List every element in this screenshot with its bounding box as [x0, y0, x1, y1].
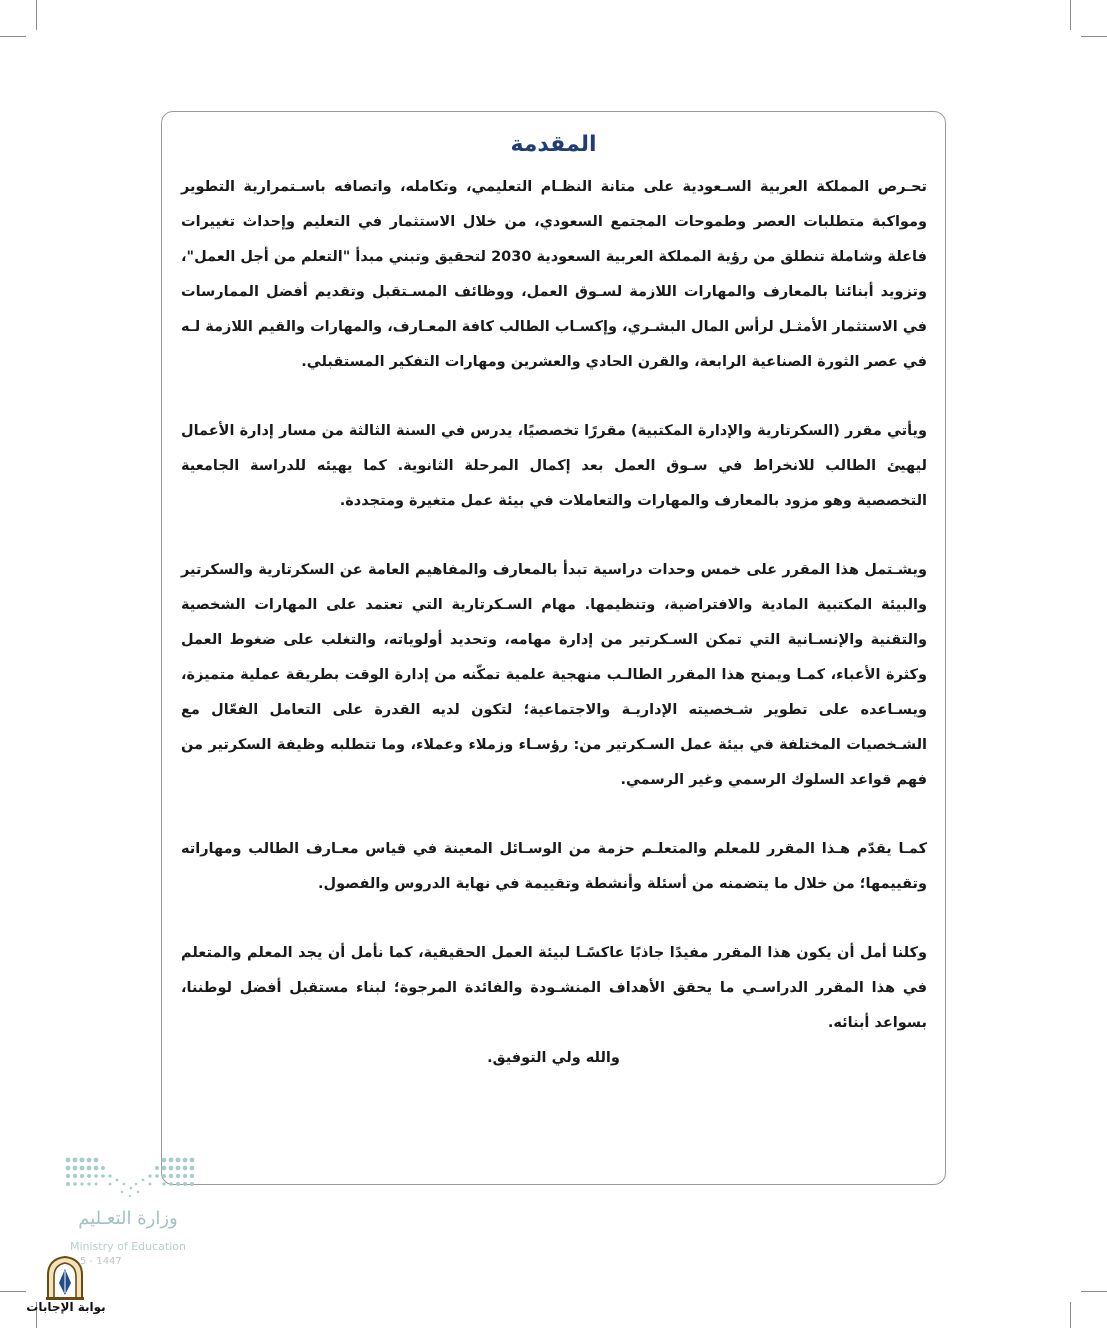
page-title: المقدمة [510, 132, 597, 157]
ministry-name-arabic: وزارة التعـليم [78, 1208, 178, 1229]
paragraph: وكلنا أمل أن يكون هذا المقرر مفيدًا جاذبًا عاكسًـا لبيئة العمل الحقيقية، كما نأمل أن يجد المعلم والمتعلم في هذا المقرر الدراسـي ما يحقق الأهداف المنشـودة والفائدة المرجوة؛ لبناء مستقبل أفضل لوطننا، بسواعد أبنائه. [181, 945, 927, 1031]
crop-mark-bottom-right-h [1081, 1291, 1107, 1292]
edition-year: 5 - 1447 [80, 1256, 122, 1267]
crop-mark-bottom-left-h [0, 1291, 26, 1292]
crop-mark-top-right [1070, 0, 1071, 30]
crop-mark-top-left [36, 0, 37, 30]
closing-line: والله ولي التوفيق. [487, 1050, 620, 1066]
paragraph: تحـرص المملكة العربية السـعودية على متانة النظـام التعليمي، وتكامله، واتصافه باسـتمرارية التطوير ومواكبة متطلبات العصر وطموحات المجتمع السعودي، من خلال الاستثمار في التعليم وإحداث تغييرات فاعلة وشاملة تنطلق من رؤية المملكة العربية السعودية 2030 لتحقيق وتبني مبدأ "التعلم من أجل العمل"، وتزويد أبنائنا بالمعارف والمهارات اللازمة لسـوق العمل، ووظائف المسـتقبل وتقديم أفضل الممارسات في الاستثمار الأمثـل لرأس المال البشـري، وإكسـاب الطالب كافة المعـارف، والمهارات والقيم اللازمة لـه في عصر الثورة الصناعية الرابعة، والقرن الحادي والعشرين ومهارات التفكير المستقبلي. [181, 179, 927, 370]
crop-mark-top-left-h [0, 36, 26, 37]
portal-arch-icon [44, 1255, 86, 1301]
crop-mark-top-right-h [1081, 36, 1107, 37]
ministry-name-english: Ministry of Education [69, 1240, 186, 1253]
ministry-logo-icon [60, 1152, 200, 1202]
paragraph: كمـا يقدّم هـذا المقرر للمعلم والمتعلـم حزمة من الوسـائل المعينة في قياس معـارف الطالب ومهاراته وتقييمها؛ من خلال ما يتضمنه من أسئلة وأنشطة وتقييمة في نهاية الدروس والفصول. [181, 841, 927, 892]
paragraph: ويأتي مقرر (السكرتارية والإدارة المكتبية) مقررًا تخصصيًا، يدرس في السنة الثالثة من مسار إدارة الأعمال ليهيئ الطالب للانخراط في سـوق العمل بعد إكمال المرحلة الثانوية. كما يهيئه للدراسة الجامعية التخصصية وهو مزود بالمعارف والمهارات والتعاملات في بيئة عمل متغيرة ومتجددة. [181, 423, 927, 509]
crop-mark-bottom-right [1070, 1302, 1071, 1328]
paragraph: ويشـتمل هذا المقرر على خمس وحدات دراسية تبدأ بالمعارف والمفاهيم العامة عن السكرتارية والسكرتير والبيئة المكتبية المادية والافتراضية، وتنظيمها. مهام السـكرتارية التي تعتمد على المهارات الشخصية والتقنية والإنسـانية التي تمكن السـكرتير من إدارة مهامه، وتحديد أولوياته، والتغلب على ضغوط العمل وكثرة الأعباء، كمـا ويمنح هذا المقرر الطالـب منهجية علمية تمكّنه من إدارة الوقت بطريقة عملية متميزة، ويسـاعده على تطوير شـخصيته الإداريـة والاجتماعية؛ لتكون لديه القدرة على التعامل الفعّال مع الشـخصيات المختلفة في بيئة عمل السـكرتير من: رؤسـاء وزملاء وعملاء، وما تتطلبه وظيفة السكرتير من فهم قواعد السلوك الرسمي وغير الرسمي. [181, 562, 927, 788]
introduction-body [181, 170, 927, 1075]
portal-label: بوابة الإجابات [26, 1300, 106, 1314]
